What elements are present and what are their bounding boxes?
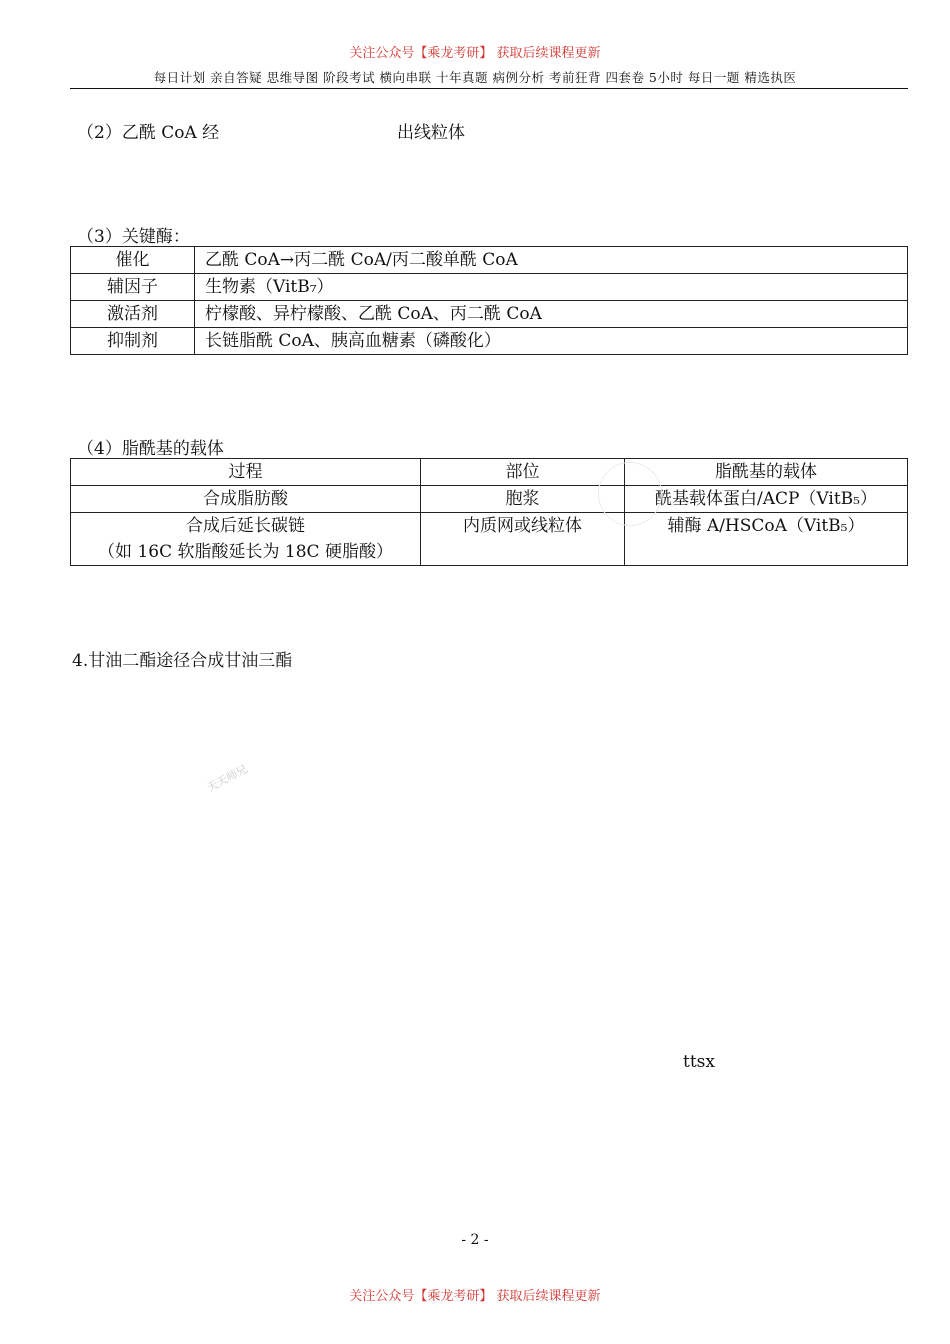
- table-row: [71, 301, 908, 328]
- table-cell-value: 生物素（VitB₇）: [195, 274, 908, 301]
- table-cell-process: [71, 513, 421, 566]
- table-cell-value: 柠檬酸、异柠檬酸、乙酰 CoA、丙二酰 CoA: [195, 301, 908, 328]
- table-cell-process: 合成脂肪酸: [71, 486, 421, 513]
- table-row: [71, 247, 908, 274]
- section-3-heading: （3）关键酶：: [77, 227, 190, 247]
- table-cell-carrier: 辅酶 A/HSCoA（VitB₅）: [625, 513, 908, 566]
- process-note: （如 16C 软脂酸延长为 18C 硬脂酸）: [98, 542, 393, 562]
- table-cell-site: 胞浆: [421, 486, 625, 513]
- header-nav-line: 每日计划 亲自答疑 思维导图 阶段考试 横向串联 十年真题 病例分析 考前狂背 四套卷 5小时 每日一题 精选执医: [153, 70, 797, 85]
- top-banner: 关注公众号【乘龙考研】 获取后续课程更新: [349, 46, 601, 61]
- key-enzyme-table: [70, 246, 908, 355]
- stray-text: ttsx: [683, 1052, 715, 1072]
- table-cell-key: 抑制剂: [71, 328, 195, 355]
- table-row: [71, 513, 908, 566]
- page-number: - 2 -: [461, 1232, 489, 1248]
- table-cell-site: 内质网或线粒体: [421, 513, 625, 566]
- column-header: 部位: [421, 459, 625, 486]
- process-text: 合成后延长碳链: [186, 516, 305, 536]
- header-rule: [70, 88, 908, 89]
- table-cell-key: 辅因子: [71, 274, 195, 301]
- column-header: 过程: [71, 459, 421, 486]
- table-cell-value: 长链脂酰 CoA、胰高血糖素（磷酸化）: [195, 328, 908, 355]
- panda-watermark-icon: [598, 462, 662, 526]
- table-cell-key: 催化: [71, 247, 195, 274]
- table-row: [71, 274, 908, 301]
- table-row: [71, 486, 908, 513]
- table-cell-carrier: 酰基载体蛋白/ACP（VitB₅）: [625, 486, 908, 513]
- section-5-heading: 4.甘油二酯途径合成甘油三酯: [72, 651, 293, 671]
- table-header-row: [71, 459, 908, 486]
- table-cell-value: 乙酰 CoA→丙二酰 CoA/丙二酸单酰 CoA: [195, 247, 908, 274]
- section-4-heading: （4）脂酰基的载体: [77, 439, 224, 459]
- table-row: [71, 328, 908, 355]
- section-2-label: （2）乙酰 CoA 经: [77, 123, 220, 143]
- column-header: 脂酰基的载体: [625, 459, 908, 486]
- acyl-carrier-table: [70, 458, 908, 566]
- bottom-banner: 关注公众号【乘龙考研】 获取后续课程更新: [349, 1289, 601, 1304]
- section-2-tail: 出线粒体: [397, 123, 465, 143]
- table-cell-key: 激活剂: [71, 301, 195, 328]
- watermark-text: 天天师兄: [204, 762, 250, 795]
